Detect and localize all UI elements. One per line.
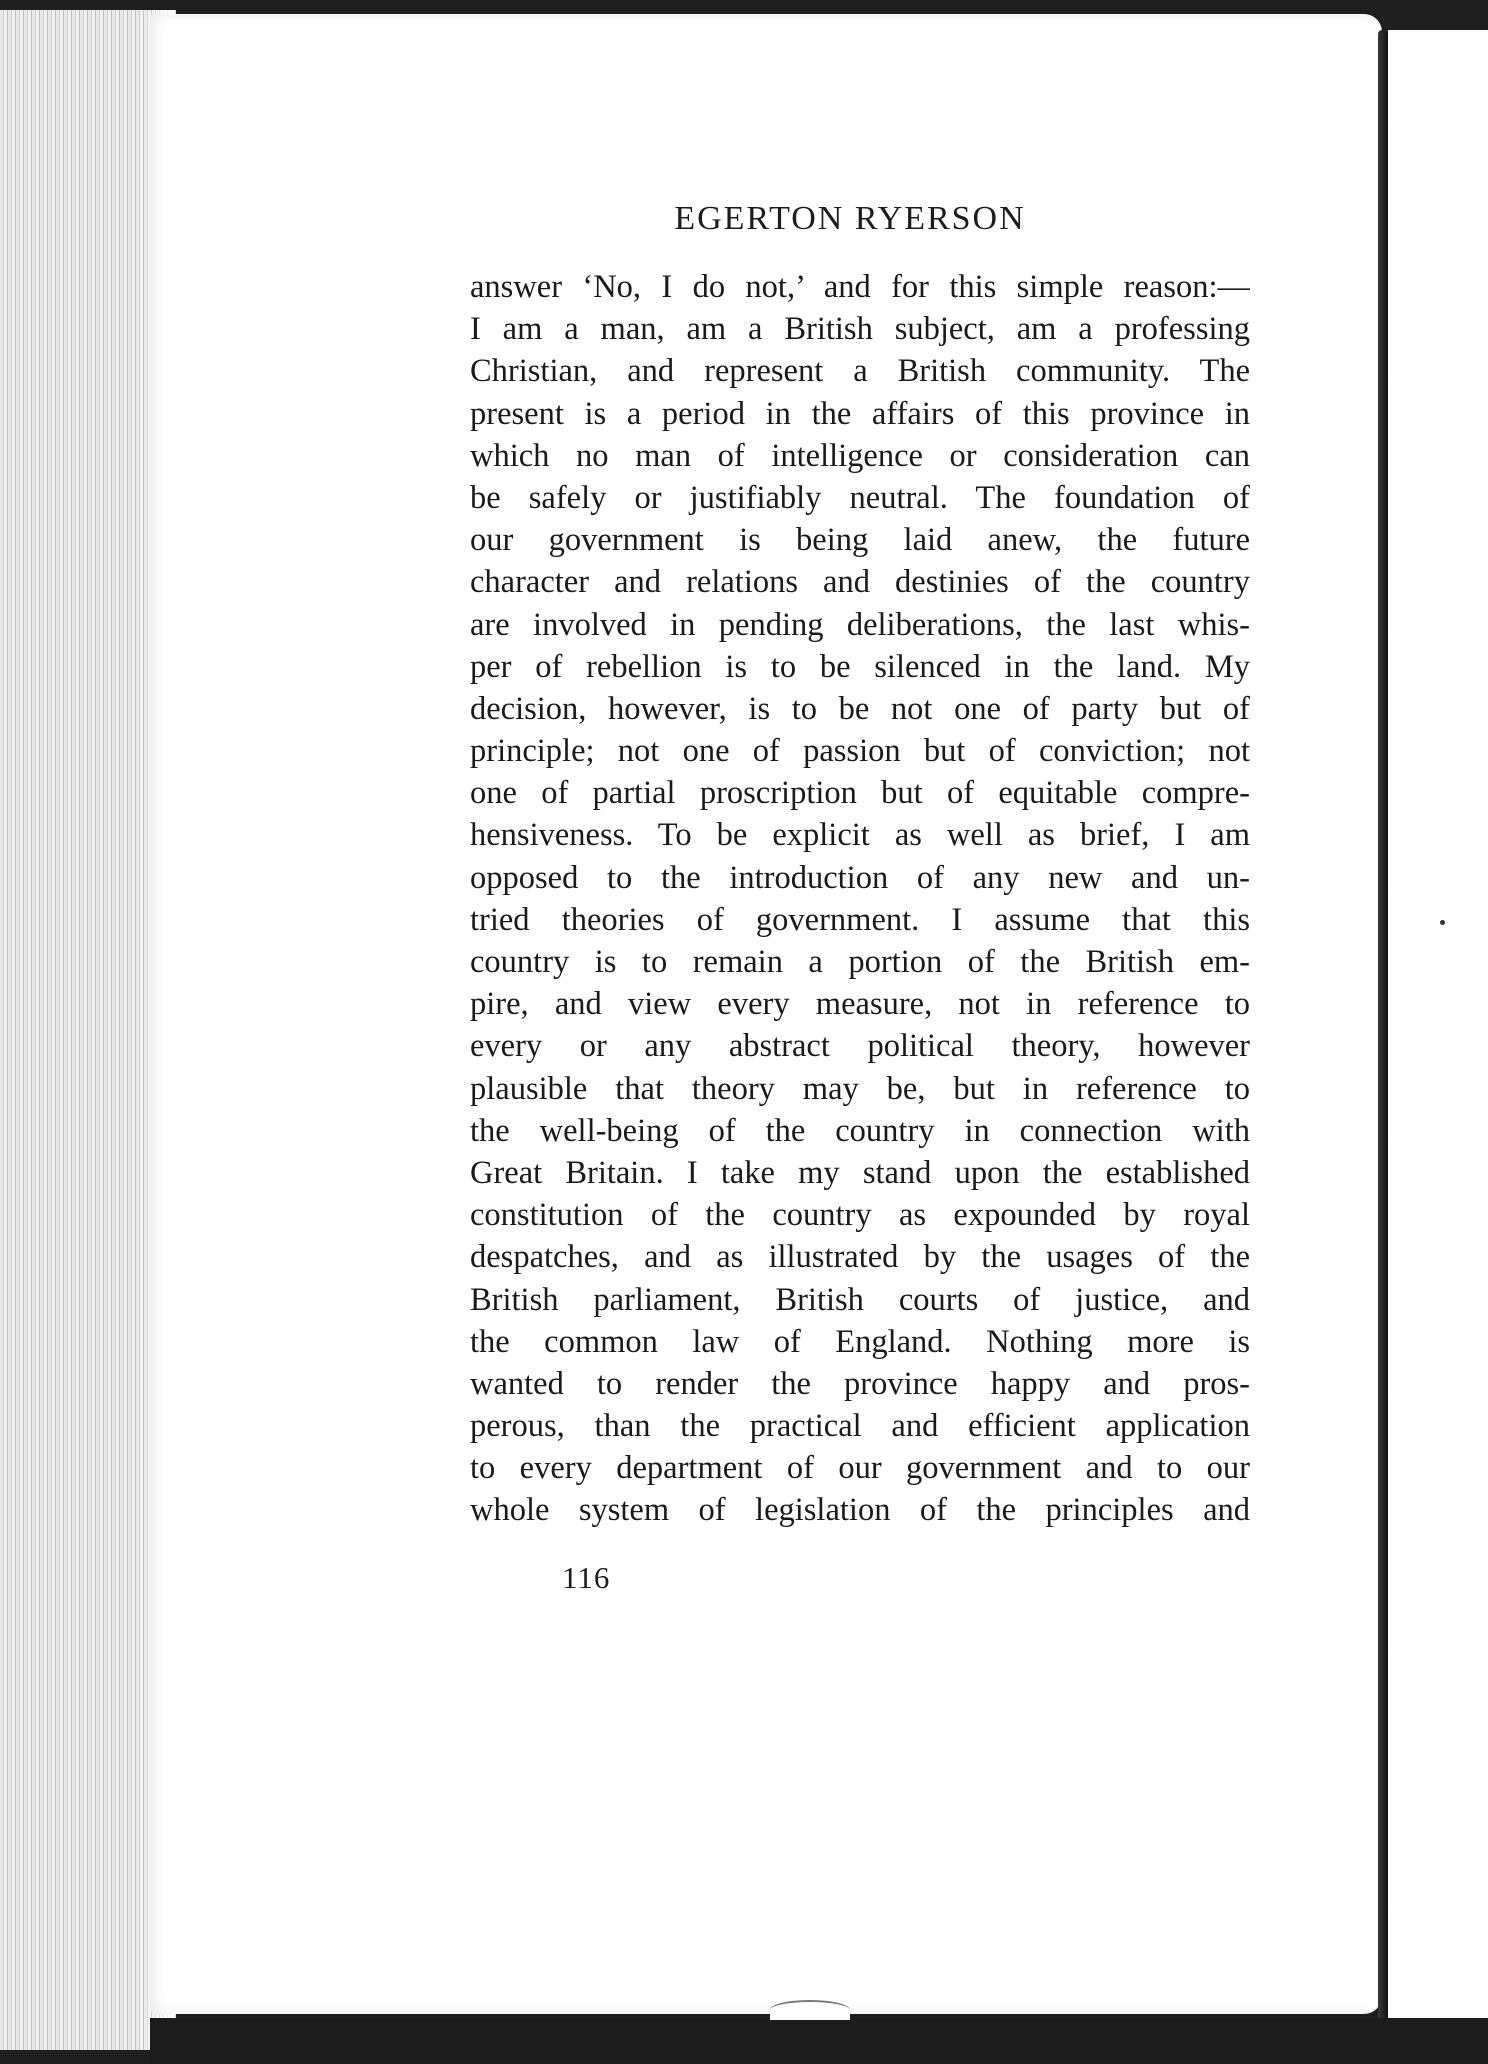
body-text	[470, 266, 1250, 1532]
text-line: despatches, and as illustrated by the usages of the	[470, 1239, 1250, 1276]
text-line: plausible that theory may be, but in reference to	[470, 1070, 1250, 1107]
text-line: tried theories of government. I assume that this	[470, 901, 1250, 938]
scan-bottom-edge	[150, 2018, 1488, 2064]
text-line: Christian, and represent a British community. The	[470, 353, 1250, 390]
text-line: which no man of intelligence or consideration can	[470, 437, 1250, 474]
binding-gutter	[1378, 30, 1388, 2030]
page-curl	[770, 2000, 850, 2020]
text-line: hensiveness. To be explicit as well as brief, I am	[470, 817, 1250, 854]
text-line: our government is being laid anew, the future	[470, 522, 1250, 559]
text-line: per of rebellion is to be silenced in the land. My	[470, 648, 1250, 685]
text-line: the common law of England. Nothing more is	[470, 1323, 1250, 1360]
text-line: I am a man, am a British subject, am a professing	[470, 311, 1250, 348]
text-line: country is to remain a portion of the British em-	[470, 944, 1250, 980]
text-line: Great Britain. I take my stand upon the established	[470, 1154, 1250, 1191]
text-line: opposed to the introduction of any new and un-	[470, 859, 1250, 896]
running-head: EGERTON RYERSON	[674, 200, 1026, 237]
text-line: every or any abstract political theory, however	[470, 1028, 1250, 1065]
page-number: 116	[562, 1560, 611, 1595]
text-line: wanted to render the province happy and pros-	[470, 1365, 1250, 1402]
text-line: to every department of our government and to our	[470, 1450, 1250, 1487]
text-line: whole system of legislation of the principles and	[470, 1492, 1250, 1529]
text-line: one of partial proscription but of equitable compre-	[470, 775, 1250, 812]
text-line: principle; not one of passion but of conviction; not	[470, 733, 1250, 770]
text-line: answer ‘No, I do not,’ and for this simple reason:—	[470, 269, 1250, 305]
text-line: perous, than the practical and efficient application	[470, 1408, 1250, 1445]
text-line: are involved in pending deliberations, the last whis-	[470, 606, 1250, 643]
text-line: the well-being of the country in connection with	[470, 1112, 1250, 1149]
text-line: constitution of the country as expounded by royal	[470, 1197, 1250, 1234]
text-line: present is a period in the affairs of this province in	[470, 395, 1250, 432]
facing-page-mark	[1440, 920, 1445, 925]
text-line: decision, however, is to be not one of party but of	[470, 690, 1250, 727]
text-line: be safely or justifiably neutral. The foundation of	[470, 479, 1250, 516]
text-line: British parliament, British courts of justice, and	[470, 1281, 1250, 1318]
facing-page	[1388, 30, 1488, 2020]
text-line: pire, and view every measure, not in reference to	[470, 986, 1250, 1023]
text-line: character and relations and destinies of the country	[470, 564, 1250, 601]
